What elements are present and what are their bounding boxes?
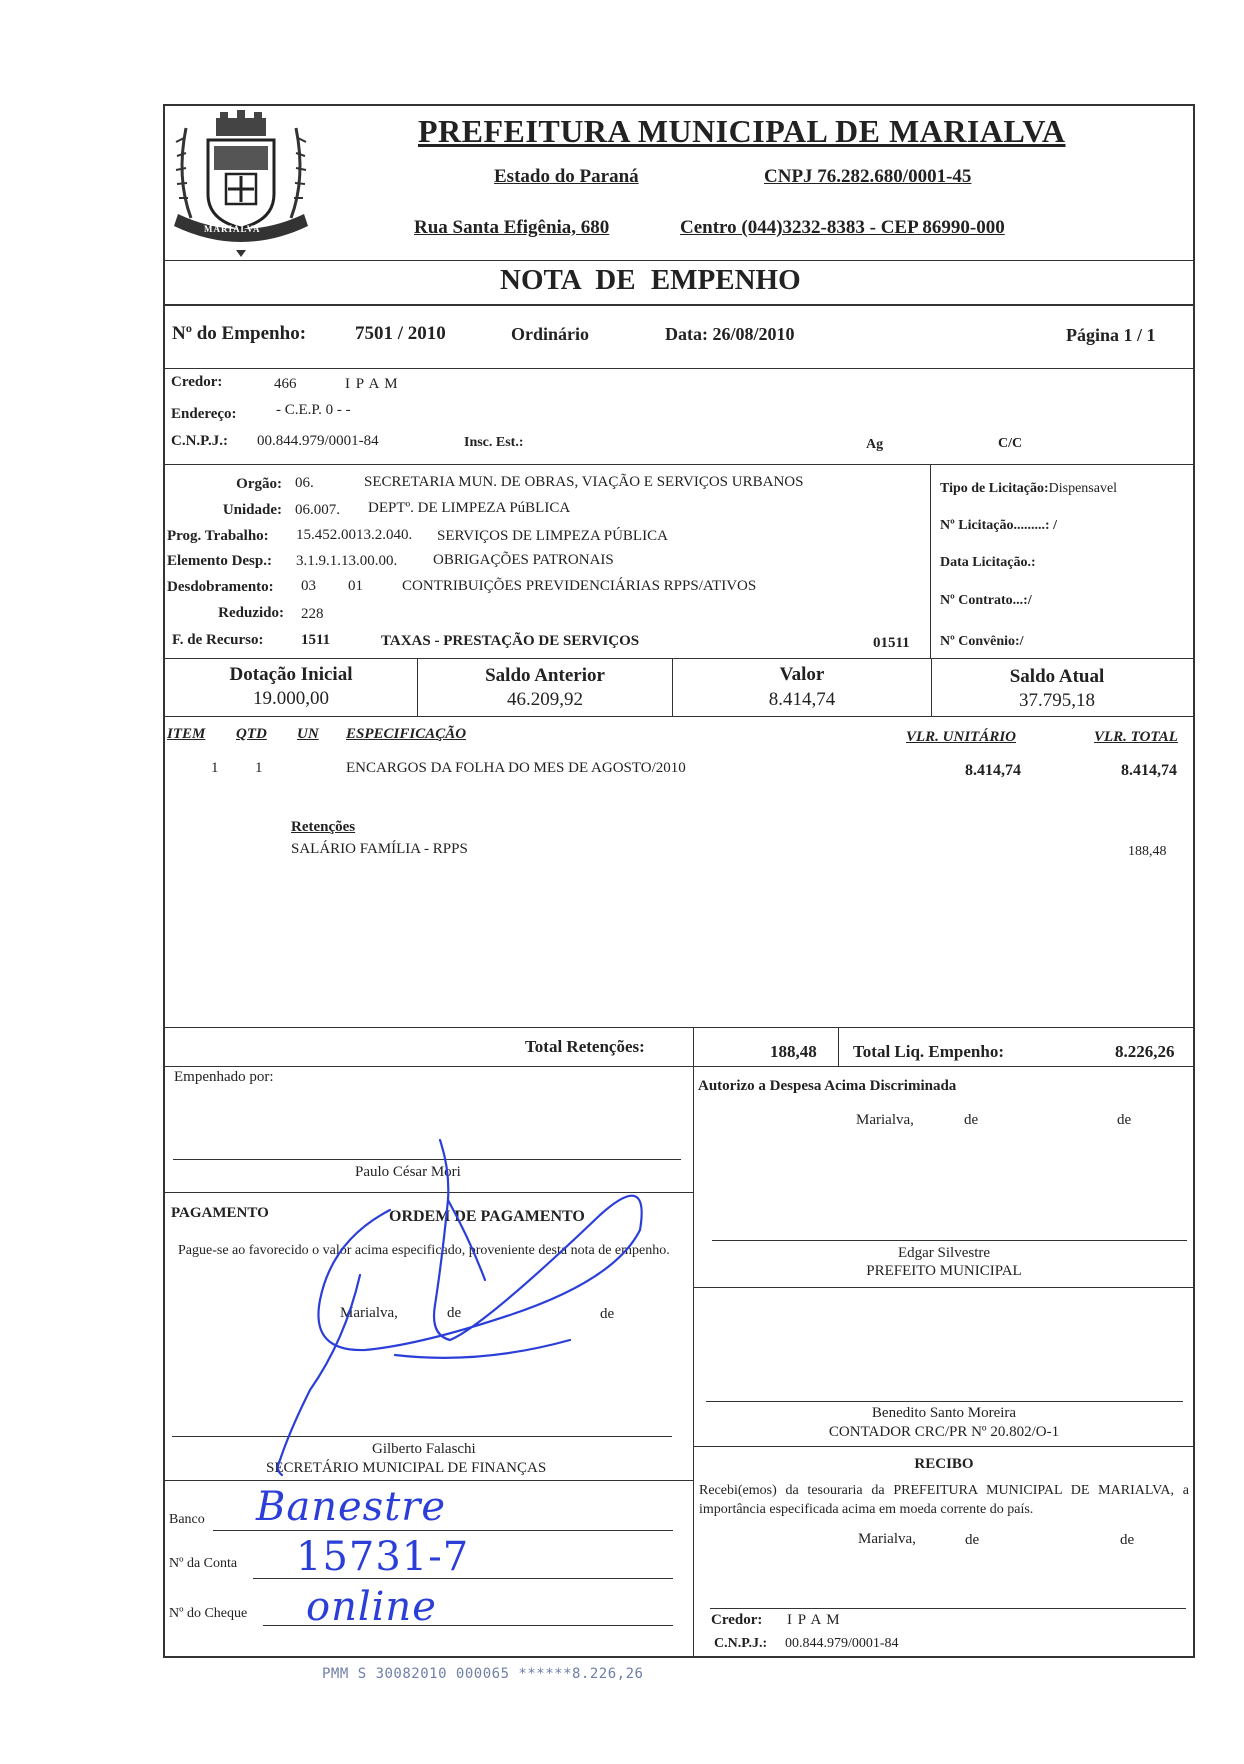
- retencao-name: SALÁRIO FAMÍLIA - RPPS: [291, 841, 468, 857]
- un-column-header: UN: [297, 726, 319, 742]
- divider: [163, 464, 1195, 465]
- prog-name: SERVIÇOS DE LIMPEZA PÚBLICA: [437, 528, 668, 544]
- divider: [163, 716, 1195, 717]
- divider: [693, 1027, 694, 1658]
- pagamento-de: de: [600, 1306, 615, 1322]
- contrato-number: Nº Contrato...:/: [940, 593, 1032, 608]
- empenhado-label: Empenhado por:: [174, 1069, 274, 1085]
- signature-line: [710, 1608, 1186, 1609]
- conta-label: Nº da Conta: [169, 1556, 238, 1571]
- contador-title: CONTADOR CRC/PR Nº 20.802/O-1: [828, 1424, 1060, 1440]
- elemento-name: OBRIGAÇÕES PATRONAIS: [433, 552, 614, 568]
- divider: [163, 304, 1195, 306]
- empenho-date: Data: 26/08/2010: [665, 324, 795, 344]
- dotacao-value: 19.000,00: [253, 688, 329, 709]
- recibo-credor: I P A M: [787, 1612, 841, 1628]
- insc-est-label: Insc. Est.:: [464, 435, 524, 450]
- divider: [693, 1446, 1195, 1447]
- saldo-anterior-value: 46.209,92: [507, 689, 583, 710]
- recibo-de: de: [1120, 1532, 1135, 1548]
- item-spec: ENCARGOS DA FOLHA DO MES DE AGOSTO/2010: [346, 760, 686, 776]
- divider: [163, 658, 1195, 659]
- retencao-value: 188,48: [1128, 844, 1167, 859]
- prog-code: 15.452.0013.2.040.: [296, 527, 413, 543]
- qtd-column-header: QTD: [236, 726, 267, 742]
- saldo-anterior-label: Saldo Anterior: [485, 665, 605, 686]
- divider: [163, 260, 1195, 261]
- empenho-number: 7501 / 2010: [355, 323, 446, 344]
- prefeito-name: Edgar Silvestre: [897, 1245, 991, 1261]
- banco-line: [213, 1530, 673, 1531]
- unit-value-column-header: VLR. UNITÁRIO: [906, 729, 1017, 745]
- reduzido-label: Reduzido:: [218, 605, 284, 621]
- recibo-de: de: [965, 1532, 980, 1548]
- recibo-cnpj: 00.844.979/0001-84: [785, 1636, 899, 1651]
- unidade-label: Unidade:: [222, 502, 282, 518]
- credor-code: 466: [274, 376, 297, 392]
- conta-handwritten: 15731-7: [296, 1534, 470, 1580]
- credor-address: - C.E.P. 0 - -: [276, 402, 351, 418]
- valor-value: 8.414,74: [768, 689, 836, 710]
- divider: [163, 1066, 1195, 1067]
- cheque-label: Nº do Cheque: [169, 1606, 248, 1621]
- credor-cnpj: 00.844.979/0001-84: [257, 433, 379, 449]
- valor-label: Valor: [779, 664, 825, 685]
- divider: [163, 1027, 1195, 1028]
- orgao-code: 06.: [295, 475, 314, 491]
- total-retencoes-value: 188,48: [770, 1042, 817, 1061]
- address-label: Endereço:: [171, 406, 237, 422]
- empenho-number-label: Nº do Empenho:: [172, 323, 307, 344]
- recurso-label: F. de Recurso:: [172, 632, 264, 648]
- signature-icon: [270, 1130, 690, 1480]
- saldo-atual-label: Saldo Atual: [1009, 666, 1105, 687]
- retencoes-label: Retenções: [291, 819, 356, 835]
- divider: [693, 1287, 1195, 1288]
- recurso-code-alt: 01511: [873, 635, 910, 651]
- divider: [838, 1027, 839, 1066]
- total-value-column-header: VLR. TOTAL: [1094, 729, 1178, 745]
- empenhado-name: Paulo César Mori: [355, 1164, 461, 1180]
- divider: [930, 464, 931, 658]
- cnpj-label: C.N.P.J.:: [171, 433, 228, 449]
- credor-label: Credor:: [171, 374, 223, 390]
- spec-column-header: ESPECIFICAÇÃO: [346, 726, 467, 742]
- prog-label: Prog. Trabalho:: [167, 528, 269, 544]
- prefeito-title: PREFEITO MUNICIPAL: [866, 1263, 1022, 1279]
- document-title: NOTA DE EMPENHO: [500, 264, 801, 296]
- orgao-label: Orgão:: [236, 476, 282, 492]
- coat-of-arms-label: MARIALVA: [204, 224, 261, 234]
- recibo-place: Marialva,: [858, 1531, 916, 1547]
- header-cnpj: CNPJ 76.282.680/0001-45: [764, 166, 972, 187]
- autorizo-de: de: [1117, 1112, 1132, 1128]
- recurso-code: 1511: [301, 632, 331, 648]
- pagamento-de: de: [447, 1305, 462, 1321]
- credor-name: I P A M: [345, 376, 399, 392]
- convenio-number: Nº Convênio:/: [940, 634, 1024, 649]
- account-label: C/C: [998, 436, 1023, 451]
- licitacao-date: Data Licitação.:: [940, 555, 1036, 570]
- divider: [163, 1480, 693, 1481]
- pagamento-label: PAGAMENTO: [171, 1205, 269, 1221]
- licitacao-type-value: Dispensavel: [1048, 481, 1118, 496]
- secretario-name: Gilberto Falaschi: [372, 1441, 476, 1457]
- page-number: Página 1 / 1: [1066, 325, 1156, 345]
- licitacao-type-label: Tipo de Licitação:: [940, 481, 1049, 496]
- pagamento-text: Pague-se ao favorecido o valor acima especificado, proveniente desta nota de empenho.: [178, 1243, 670, 1258]
- banco-handwritten: Banestre: [256, 1484, 447, 1530]
- item-column-header: ITEM: [167, 726, 206, 742]
- recibo-text: Recebi(emos) da tesouraria da PREFEITURA MUNICIPAL DE MARIALVA, a importância especificada acima em moeda corrente do país.: [699, 1483, 1189, 1517]
- autorizo-label: Autorizo a Despesa Acima Discriminada: [698, 1078, 957, 1094]
- signature-line: [706, 1401, 1183, 1402]
- licitacao-type: [940, 481, 1117, 497]
- recurso-name: TAXAS - PRESTAÇÃO DE SERVIÇOS: [381, 633, 640, 649]
- header-contact: Centro (044)3232-8383 - CEP 86990-000: [680, 217, 1005, 238]
- dotacao-label: Dotação Inicial: [229, 664, 353, 685]
- reduzido-value: 228: [301, 606, 324, 622]
- recibo-credor-label: Credor:: [711, 1612, 763, 1628]
- ordem-pagamento-label: ORDEM DE PAGAMENTO: [389, 1208, 585, 1225]
- coat-of-arms-icon: [166, 108, 316, 258]
- agency-label: Ag: [866, 437, 884, 452]
- item-number: 1: [211, 760, 219, 776]
- desdobramento-code: 03: [301, 578, 316, 594]
- desdobramento-subcode: 01: [348, 578, 363, 594]
- state-name: Estado do Paraná: [494, 166, 639, 187]
- licitacao-number: Nº Licitação.........: /: [940, 518, 1057, 533]
- recibo-cnpj-label: C.N.P.J.:: [714, 1636, 768, 1651]
- recibo-label: RECIBO: [914, 1456, 974, 1472]
- elemento-code: 3.1.9.1.13.00.00.: [296, 553, 398, 569]
- banco-label: Banco: [169, 1512, 205, 1527]
- empenho-type: Ordinário: [511, 324, 590, 344]
- cheque-handwritten: online: [306, 1584, 437, 1630]
- payment-stamp: PMM S 30082010 000065 ******8.226,26: [322, 1666, 644, 1682]
- desdobramento-label: Desdobramento:: [167, 579, 274, 595]
- unidade-code: 06.007.: [295, 502, 340, 518]
- header-street: Rua Santa Efigênia, 680: [414, 217, 610, 238]
- autorizo-place: Marialva,: [856, 1112, 914, 1128]
- page-title: PREFEITURA MUNICIPAL DE MARIALVA: [418, 113, 1066, 149]
- table-row: [163, 758, 1195, 782]
- total-retencoes-label: Total Retenções:: [525, 1037, 645, 1056]
- saldo-atual-value: 37.795,18: [1019, 690, 1095, 711]
- desdobramento-name: CONTRIBUIÇÕES PREVIDENCIÁRIAS RPPS/ATIVOS: [402, 578, 757, 594]
- elemento-label: Elemento Desp.:: [167, 553, 272, 569]
- total-liquido-value: 8.226,26: [1115, 1042, 1175, 1061]
- item-qtd: 1: [255, 760, 263, 776]
- secretario-title: SECRETÁRIO MUNICIPAL DE FINANÇAS: [266, 1460, 547, 1476]
- item-unit-value: 8.414,74: [965, 762, 1021, 779]
- item-total-value: 8.414,74: [1121, 762, 1177, 779]
- total-liquido-label: Total Liq. Empenho:: [853, 1042, 1004, 1061]
- divider: [163, 368, 1195, 369]
- contador-name: Benedito Santo Moreira: [871, 1405, 1017, 1421]
- pagamento-place: Marialva,: [340, 1305, 398, 1321]
- signature-line: [712, 1240, 1187, 1241]
- orgao-name: SECRETARIA MUN. DE OBRAS, VIAÇÃO E SERVIÇOS URBANOS: [364, 474, 804, 490]
- autorizo-de: de: [964, 1112, 979, 1128]
- unidade-name: DEPTº. DE LIMPEZA PúBLICA: [368, 500, 571, 516]
